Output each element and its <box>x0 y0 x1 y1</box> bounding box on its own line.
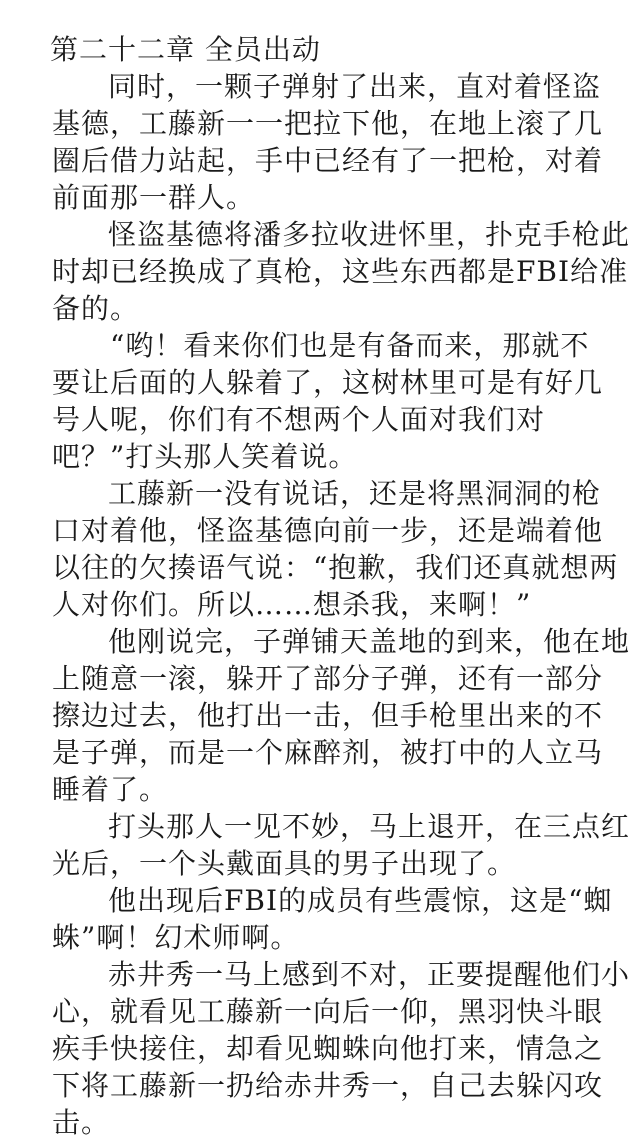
text-line: 心，就看见工藤新一向后一仰，黑羽快斗眼 <box>52 995 604 1028</box>
text-line: 基德，工藤新一一把拉下他，在地上滚了几 <box>52 107 604 140</box>
text-line: 上随意一滚，躲开了部分子弹，还有一部分 <box>52 662 604 695</box>
text-line: 时却已经换成了真枪，这些东西都是FBI给准 <box>52 255 629 288</box>
text-line: 吧？”打头那人笑着说。 <box>52 440 358 473</box>
text-line: 同时，一颗子弹射了出来，直对着怪盗 <box>108 70 602 103</box>
text-line: 工藤新一没有说话，还是将黑洞洞的枪 <box>108 477 602 510</box>
text-line: 是子弹，而是一个麻醉剂，被打中的人立马 <box>52 736 604 769</box>
text-line: 击。 <box>52 1106 111 1138</box>
text-line: 口对着他，怪盗基德向前一步，还是端着他 <box>52 514 604 547</box>
text-line: 赤井秀一马上感到不对，正要提醒他们小 <box>108 958 631 991</box>
text-line: 下将工藤新一扔给赤井秀一，自己去躲闪攻 <box>52 1069 604 1102</box>
chapter-title: 第二十二章 全员出动 <box>50 33 321 66</box>
text-line: 以往的欠揍语气说：“抱歉，我们还真就想两 <box>52 551 619 584</box>
text-line: 要让后面的人躲着了，这树林里可是有好几 <box>52 366 604 399</box>
text-line: 蛛”啊！幻术师啊。 <box>52 921 300 954</box>
text-line: 光后，一个头戴面具的男子出现了。 <box>52 847 517 880</box>
text-line: 疾手快接住，却看见蜘蛛向他打来，情急之 <box>52 1032 604 1065</box>
text-line: 他出现后FBI的成员有些震惊，这是“蜘 <box>108 884 613 917</box>
text-line: “哟！看来你们也是有备而来，那就不 <box>110 329 590 362</box>
text-line: 怪盗基德将潘多拉收进怀里，扑克手枪此 <box>108 218 631 251</box>
text-line: 擦边过去，他打出一击，但手枪里出来的不 <box>52 699 604 732</box>
text-line: 他刚说完，子弹铺天盖地的到来，他在地 <box>108 625 631 658</box>
text-line: 打头那人一见不妙，马上退开，在三点红 <box>108 810 631 843</box>
text-line: 备的。 <box>52 292 140 325</box>
text-line: 睡着了。 <box>52 773 169 806</box>
text-line: 圈后借力站起，手中已经有了一把枪，对着 <box>52 144 604 177</box>
text-line: 人对你们。所以……想杀我，来啊！” <box>52 588 532 621</box>
text-line: 号人呢，你们有不想两个人面对我们对 <box>52 403 546 436</box>
text-line: 前面那一群人。 <box>52 181 256 214</box>
